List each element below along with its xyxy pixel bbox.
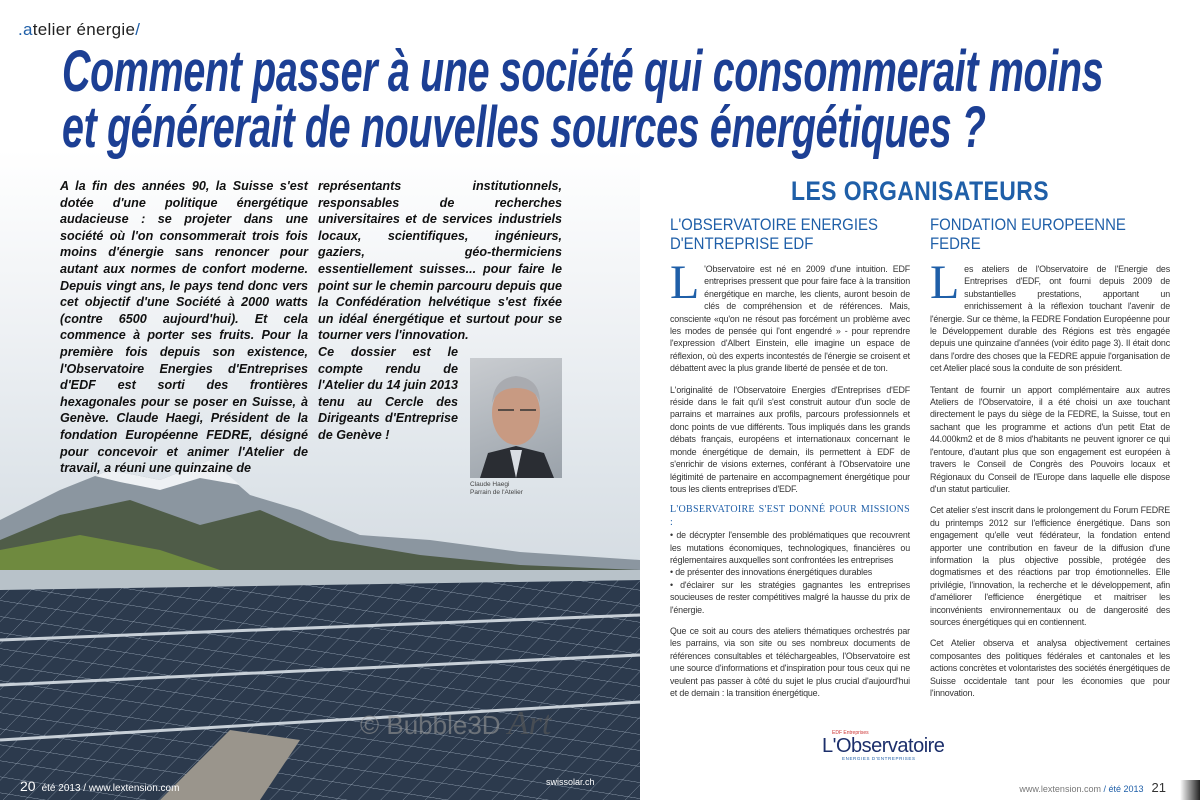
paragraph (670, 256, 910, 375)
heading-line-1: FONDATION EUROPEENNE (930, 215, 1126, 234)
heading-line-2: D'ENTREPRISE EDF (670, 234, 814, 253)
paragraph: Tentant de fournir un apport complémentaire aux autres Ateliers de l'Observatoire, il a été choisi un axe touchant directement le pays du siège de la FEDRE, la Suisse, tout en sachant que les programme et actions d'un petit Etat de 44.000km2 et de 8 mios d'habitants ne peuvent ignorer ce qui l'entoure, d'autant plus que son engagement est européen à travers le Conseil de Congrès des Pouvoirs locaux et Régionaux du Conseil de l'Europe dans laquelle elle dispose d'un statut particulier. (930, 384, 1170, 494)
intro-column-2 (318, 178, 562, 497)
paragraph-text: 'Observatoire est né en 2009 d'une intuition. EDF entreprises pressent que pour faire face à la transition énergétique en marche, les clients, auront besoin de clés de compréhension et de références. Mais, consciente «qu'on ne résout pas forcément un problème avec les modes de pensée qui l'ont engendré » - pour reprendre l'expression d'Albert Einstein, elle imagine un espace de réflexion, où des experts incontestés de l'énergie se croisent et débattent avec la plus grande liberté de pensée et de ton. (670, 264, 910, 374)
portrait-photo (470, 358, 562, 478)
caption-name: Claude Haegi (470, 480, 510, 488)
paragraph: L'originalité de l'Observatoire Energies d'Entreprises d'EDF réside dans le fait qu'il s'est construit autour d'un socle de parrains et marraines aux profils, parcours professionnels et donc points de vue différents. Tous impliqués dans les grands débats français, européens et internationaux concernant le monde énergétique de demain, ils permettent à EDF de s'enrichir de visions externes, conférant à l'Observatoire une légitimité de partenaire en accompagnement énergétique pour tous les clients entreprises d'EDF. (670, 384, 910, 494)
logo-wordmark: L'Observatoire (822, 735, 945, 757)
heading-line-1: L'OBSERVATOIRE ENERGIES (670, 215, 878, 234)
watermark-text: © Bubble3D (360, 710, 501, 740)
footer-left-text: été 2013 / www.lextension.com (41, 783, 180, 794)
page-number-left: 20 (20, 778, 36, 794)
intro-text-b: Ce dossier est le compte rendu de l'Atelier du 14 juin 2013 tenu au Cercle des Dirigeants d'Entreprise de Genève ! (318, 344, 458, 442)
footer-right (1019, 780, 1166, 795)
column-observatoire (670, 215, 910, 708)
footer-left (20, 778, 179, 794)
intro-column-1: A la fin des années 90, la Suisse s'est dotée d'une politique énergétique audacieuse : se projeter dans une société où l'on consommerait trois fois moins d'énergie sans renoncer pour autant aux normes de confort moderne. Depuis vingt ans, le pays tend donc vers cet objectif d'une Société à 2000 watts (contre 6500 aujourd'hui). Et cela commence à porter ses fruits. Pour la première fois depuis son existence, l'Observatoire Energies d'Entreprises d'EDF est sorti des frontières hexagonales pour se poser en Suisse, à Genève. Claude Haegi, Président de la fondation Européenne FEDRE, désigné pour concevoir et animer l'Atelier de travail, a réuni une quinzaine de (60, 179, 308, 476)
paragraph: Que ce soit au cours des ateliers thématiques orchestrés par les parrains, via son site ou ses nombreux documents de références consultables et téléchargeables, l'Observatoire est une source d'informations et d'inspiration pour tous ceux qui ne veulent pas passer à côté du sujet le plus crucial d'aujourd'hui et de demain : la transition énergétique. (670, 625, 910, 698)
panel-rows (0, 580, 640, 800)
footer-separator: / (1100, 784, 1109, 794)
missions-title: L'OBSERVATOIRE S'EST DONNÉ POUR MISSIONS : (670, 504, 910, 528)
logo-edf: EDF Entreprises (832, 730, 869, 736)
headline (62, 39, 1104, 160)
paragraph-text: es ateliers de l'Observatoire de l'Energie des Entreprises d'EDF, ont fourni depuis 2009 de substantielles prestations, apportant un enrichissement à la réflexion touchant l'avenir de l'énergie. Sur ce thème, la FEDRE Fondation Européenne pour le Développement durable des Régions est très engagée depuis une quinzaine d'années (voir édito page 3). Il était donc dans l'ordre des choses que la FEDRE appuie l'organisation de cet Atelier placé sous la conduite de son président. (930, 264, 1170, 374)
mission-item: • de présenter des innovations énergétiques durables (670, 567, 873, 578)
footer-season: été 2013 (1108, 784, 1144, 794)
mission-item: • de décrypter l'ensemble des problématiques que recouvrent les mutations économiques, technologiques, financières ou réglementaires auxquelles sont confrontées les entreprises (670, 530, 910, 565)
fedre-heading (930, 215, 1141, 253)
portrait-caption (470, 481, 562, 497)
footer-url: www.lextension.com (1019, 784, 1101, 794)
kicker-accent: .a (18, 20, 33, 39)
drop-cap: L (670, 256, 700, 309)
mission-item: • d'éclairer sur les stratégies gagnantes les entreprises soucieuses de rester compétitives malgré la hausse du prix de l'énergie. (670, 579, 910, 615)
paragraph (930, 256, 1170, 375)
logo-subtitle: ENERGIES D'ENTREPRISES (842, 756, 916, 761)
column-fedre (930, 215, 1170, 708)
headline-line-1: Comment passer à une société qui consommerait moins (62, 39, 1104, 104)
kicker-text: telier énergie (32, 20, 136, 39)
kicker-slash: / (135, 20, 141, 39)
photo-credit: swissolar.ch (546, 777, 595, 787)
observatoire-heading (670, 215, 881, 253)
paragraph: Cet atelier s'est inscrit dans le prolongement du Forum FEDRE du printemps 2012 sur l'efficience énergétique. Dans son engagement qu'elle veut fédérateur, la fondation entend apporter une contribution en faveur de la diffusion d'une information la plus objective possible, protégée des dogmatismes et des réactions par trop émotionnelles. Elle privilégie, l'innovation, la recherche et le développement, afin d'améliorer l'efficience énergétique et maitriser les inconvénients environnementaux ou de dangerosité des sources énergétiques qui en contiennent. (930, 505, 1170, 627)
missions-list (670, 529, 910, 616)
portrait-figure (470, 358, 562, 497)
heading-line-2: FEDRE (930, 234, 981, 253)
intro-row (318, 344, 562, 497)
intro-text-a: représentants institutionnels, responsables de recherches universitaires et de services industriels locaux, scientifiques, ingénieurs, gaziers, géo-thermiciens essentiellement suisses... pour faire le point sur le chemin parcouru depuis que la Confédération helvétique s'est fixée un idéal énergétique et surtout pour se tourner vers l'innovation. (318, 179, 562, 343)
drop-cap: L (930, 256, 960, 309)
headline-line-2: et générerait de nouvelles sources énergétiques ? (62, 95, 986, 160)
paragraph: Cet Atelier observa et analysa objectivement certaines composantes des politiques fédérales et cantonales et les actions concrètes et volontaristes des sociétés énergétiques de Suisse occidentale tant pour les économies que pour l'innovation. (930, 638, 1170, 698)
page-edge-shade (1180, 780, 1200, 800)
organisers-title: LES ORGANISATEURS (790, 176, 1050, 206)
caption-role: Parrain de l'Atelier (470, 488, 523, 496)
page-number-right: 21 (1151, 780, 1166, 795)
observatoire-logo (822, 730, 944, 761)
watermark-art: Art (507, 705, 552, 742)
section-kicker (18, 20, 140, 40)
watermark (360, 705, 551, 743)
